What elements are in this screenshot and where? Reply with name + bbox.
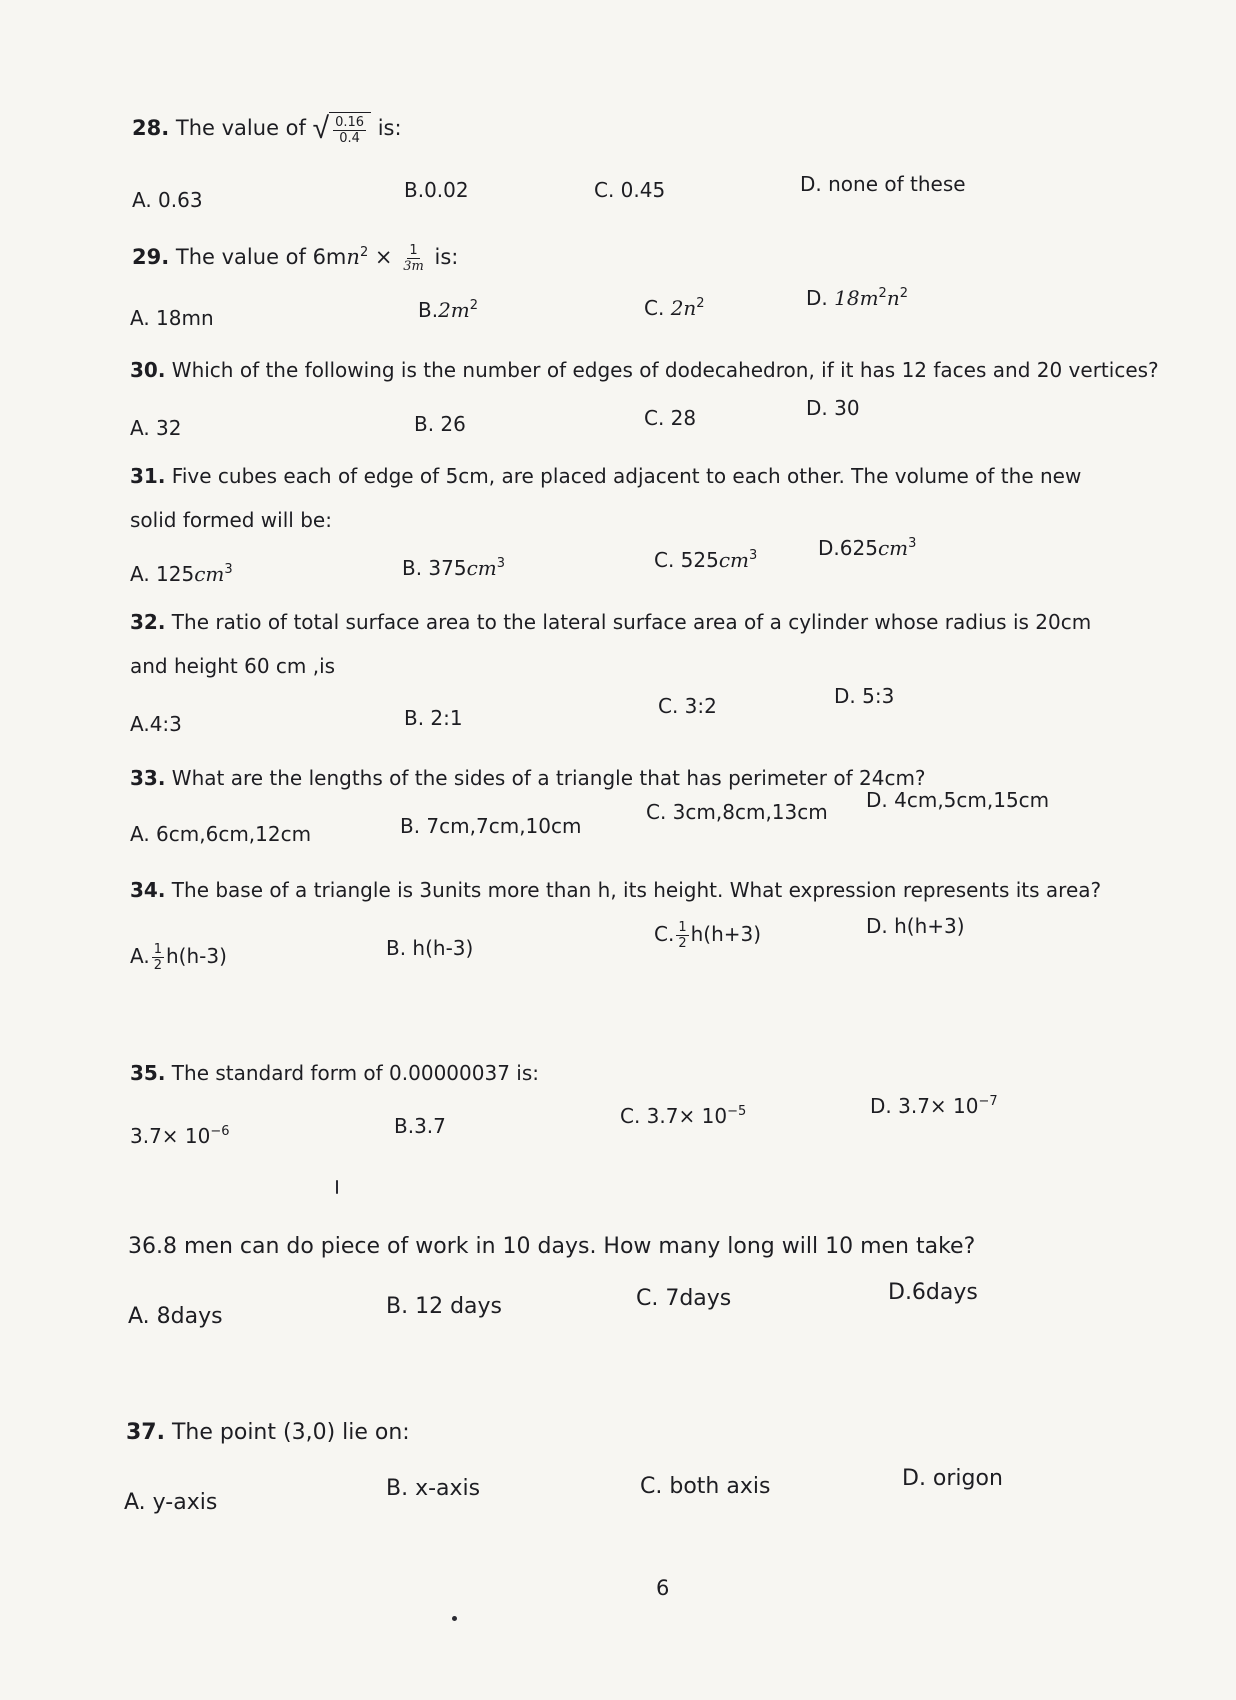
question-text: The standard form of 0.00000037 is: [171,1061,539,1085]
option-b: B. 2:1 [404,706,463,730]
question-number: 29. [132,245,170,269]
option-d: D. 5:3 [834,684,895,708]
fraction: $\frac{1}{3m}$ [403,242,424,274]
option-a: $3.7\times 10^{-6}$ [130,1124,230,1148]
question-34 [130,875,1101,905]
option-d: D. none of these [800,172,966,196]
question-text: Which of the following is the number of edges of dodecahedron, if it has 12 faces and 20 vertices? [171,358,1159,382]
option-a: A. $\frac{1}{2}$ h(h-3) [130,942,227,973]
option-c: C. $3.7\times 10^{-5}$ [620,1104,747,1128]
option-a: A. $125cm^3$ [130,562,233,586]
scan-speck [452,1616,457,1621]
option-c: C. $2n^2$ [644,296,705,320]
option-b: B. 12 days [386,1294,502,1319]
scan-speck [336,1180,338,1194]
question-32 [130,600,1110,688]
question-number: 32. [130,610,166,634]
option-d: D. origon [902,1466,1003,1491]
option-d: $D.625cm^3$ [818,536,917,560]
option-a: A. 8days [128,1304,223,1329]
option-b: B. x-axis [386,1476,481,1501]
question-37 [126,1418,410,1448]
question-text: Five cubes each of edge of 5cm, are placed adjacent to each other. The volume of the new solid formed will be: [130,464,1082,532]
option-c: C. 3cm,8cm,13cm [646,800,828,824]
option-b: B.0.02 [404,178,469,202]
question-text: The value of 6m [175,245,347,269]
question-text: What are the lengths of the sides of a triangle that has perimeter of 24cm? [171,766,926,790]
question-number: 30. [130,358,166,382]
question-text: The point (3,0) lie on: [171,1420,410,1445]
question-30 [130,355,1159,385]
question-33 [130,763,926,793]
option-c: C. $\frac{1}{2}$ h(h+3) [654,920,762,951]
option-b: B. 26 [414,412,466,436]
option-d: D.6days [888,1280,978,1305]
option-a: A. 6cm,6cm,12cm [130,822,312,846]
option-c: C. 28 [644,406,697,430]
option-b: $B.2m^2$ [418,298,479,322]
question-text: 36.8 men can do piece of work in 10 days. How many long will 10 men take? [128,1234,976,1259]
question-36 [128,1232,975,1262]
option-a: A.4:3 [130,712,182,736]
option-d: D. $18m^2n^2$ [806,286,908,310]
question-text: The ratio of total surface area to the lateral surface area of a cylinder whose radius is 20cm and height 60 cm ,is [130,610,1092,678]
question-number: 31. [130,464,166,488]
question-number: 33. [130,766,166,790]
question-text: The base of a triangle is 3units more than h, its height. What expression represents its area? [171,878,1102,902]
option-d: D. 4cm,5cm,15cm [866,788,1050,812]
question-suffix: is: [377,115,402,140]
question-35 [130,1058,539,1088]
option-d: D. 30 [806,396,860,420]
question-text: The value of [175,115,306,140]
option-d: D. h(h+3) [866,914,965,938]
option-b: B. $375cm^3$ [402,556,506,580]
option-c: C. 0.45 [594,178,666,202]
option-b: B.3.7 [394,1114,446,1138]
question-28 [132,112,402,146]
option-c: C. $525cm^3$ [654,548,758,572]
option-d: D. $3.7\times 10^{-7}$ [870,1094,998,1118]
option-a: A. 0.63 [132,188,203,212]
option-c: C. 7days [636,1286,732,1311]
square-root: √ $\frac{0.16}{0.4}$ [313,112,371,146]
option-a: A. y-axis [124,1490,218,1515]
question-number: 35. [130,1061,166,1085]
option-b: B. h(h-3) [386,936,474,960]
radicand-numerator: 0.16 [335,114,365,130]
question-29: 29. The value of $6mn^2$ × $\frac{1}{3m}$ is: [132,242,459,274]
question-number: 34. [130,878,166,902]
question-31 [130,454,1110,542]
option-a: A. 18mn [130,306,214,330]
radicand-denominator: 0.4 [339,130,360,146]
option-c: C. 3:2 [658,694,717,718]
page-number: 6 [656,1576,670,1600]
option-b: B. 7cm,7cm,10cm [400,814,582,838]
option-c: C. both axis [640,1474,771,1499]
option-a: A. 32 [130,416,182,440]
question-number: 28. [132,115,170,140]
question-number: 37. [126,1420,165,1445]
